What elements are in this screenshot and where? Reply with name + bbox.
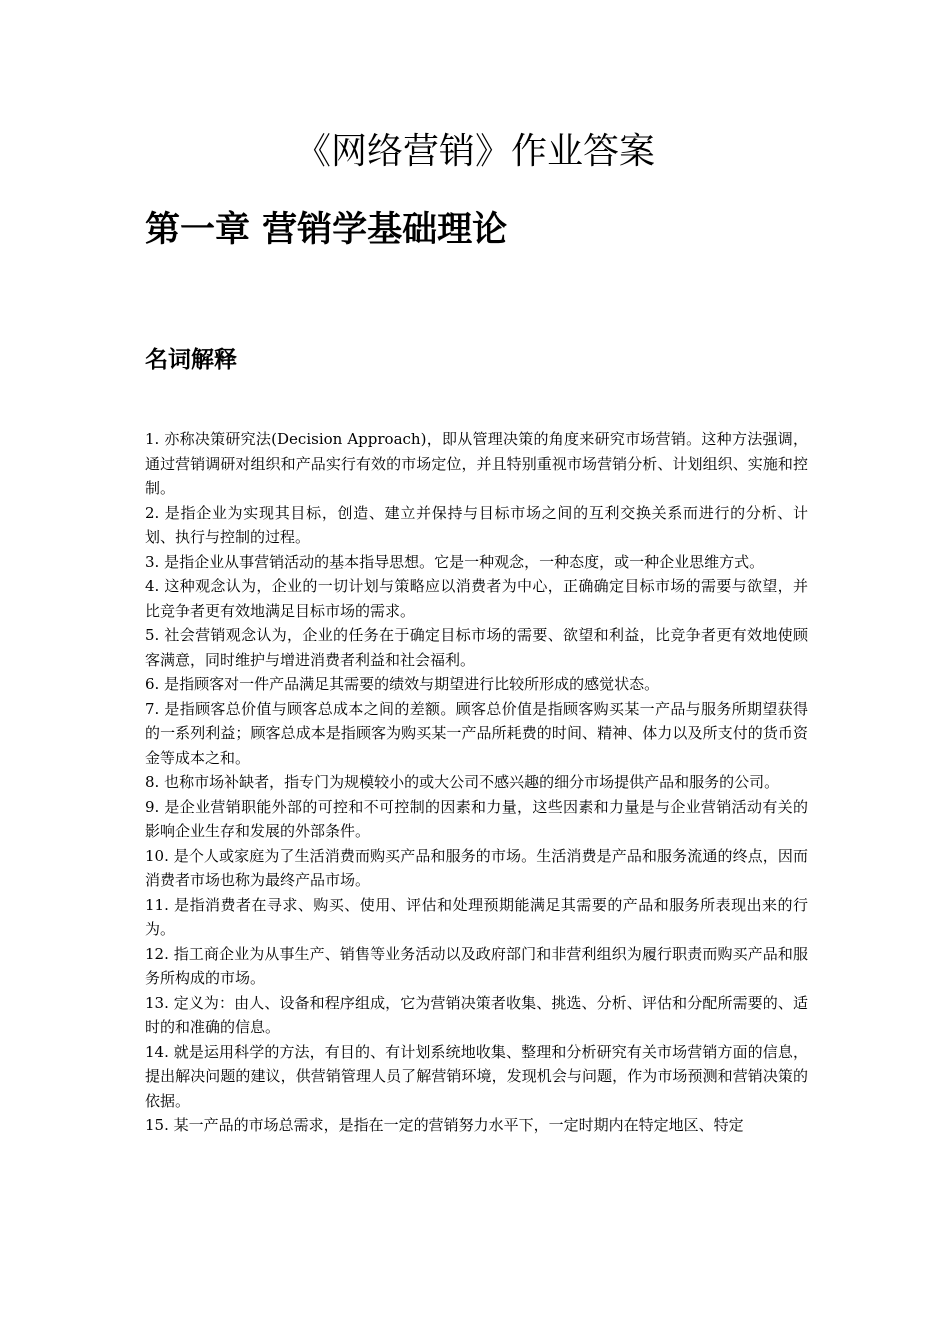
definition-item: 8. 也称市场补缺者，指专门为规模较小的或大公司不感兴趣的细分市场提供产品和服务的公司。 [145, 773, 780, 791]
document-title: 《网络营销》作业答案 [294, 131, 655, 172]
definition-item: 7. 是指顾客总价值与顾客总成本之间的差额。顾客总价值是指顾客购买某一产品与服务所期望获得的一系列利益；顾客总成本是指顾客为购买某一产品所耗费的时间、精神、体力以及所支付的货币资金等成本之和。 [145, 699, 808, 767]
definition-item: 12. 指工商企业为从事生产、销售等业务活动以及政府部门和非营利组织为履行职责而购买产品和服务所构成的市场。 [145, 944, 808, 987]
definition-item: 2. 是指企业为实现其目标，创造、建立并保持与目标市场之间的互利交换关系而进行的分析、计划、执行与控制的过程。 [145, 503, 808, 546]
definition-item: 9. 是企业营销职能外部的可控和不可控制的因素和力量，这些因素和力量是与企业营销活动有关的影响企业生存和发展的外部条件。 [145, 797, 808, 840]
definition-item: 3. 是指企业从事营销活动的基本指导思想。它是一种观念，一种态度，或一种企业思维方式。 [145, 552, 765, 571]
definition-item: 11. 是指消费者在寻求、购买、使用、评估和处理预期能满足其需要的产品和服务所表现出来的行为。 [145, 895, 808, 938]
chapter-title: 第一章 营销学基础理论 [145, 210, 508, 250]
definition-item: 1. 亦称决策研究法(Decision Approach)，即从管理决策的角度来研究市场营销。这种方法强调，通过营销调研对组织和产品实行有效的市场定位，并且特别重视市场营销分析、计划组织、实施和控制。 [145, 430, 808, 497]
definition-item: 10. 是个人或家庭为了生活消费而购买产品和服务的市场。生活消费是产品和服务流通的终点，因而消费者市场也称为最终产品市场。 [145, 846, 808, 889]
definition-item: 6. 是指顾客对一件产品满足其需要的绩效与期望进行比较所形成的感觉状态。 [145, 675, 660, 693]
definition-list [145, 427, 808, 1138]
definition-item: 4. 这种观念认为，企业的一切计划与策略应以消费者为中心，正确确定目标市场的需要与欲望，并比竞争者更有效地满足目标市场的需求。 [145, 577, 808, 620]
definition-item: 13. 定义为：由人、设备和程序组成，它为营销决策者收集、挑选、分析、评估和分配所需要的、适时的和准确的信息。 [145, 993, 808, 1036]
definition-item: 15. 某一产品的市场总需求，是指在一定的营销努力水平下，一定时期内在特定地区、特定 [145, 1116, 744, 1134]
section-title: 名词解释 [145, 347, 237, 373]
definition-item: 14. 就是运用科学的方法，有目的、有计划系统地收集、整理和分析研究有关市场营销方面的信息，提出解决问题的建议，供营销管理人员了解营销环境，发现机会与问题，作为市场预测和营销决策的依据。 [145, 1042, 808, 1110]
definition-item: 5. 社会营销观念认为，企业的任务在于确定目标市场的需要、欲望和利益，比竞争者更有效地使顾客满意，同时维护与增进消费者利益和社会福利。 [145, 626, 808, 669]
